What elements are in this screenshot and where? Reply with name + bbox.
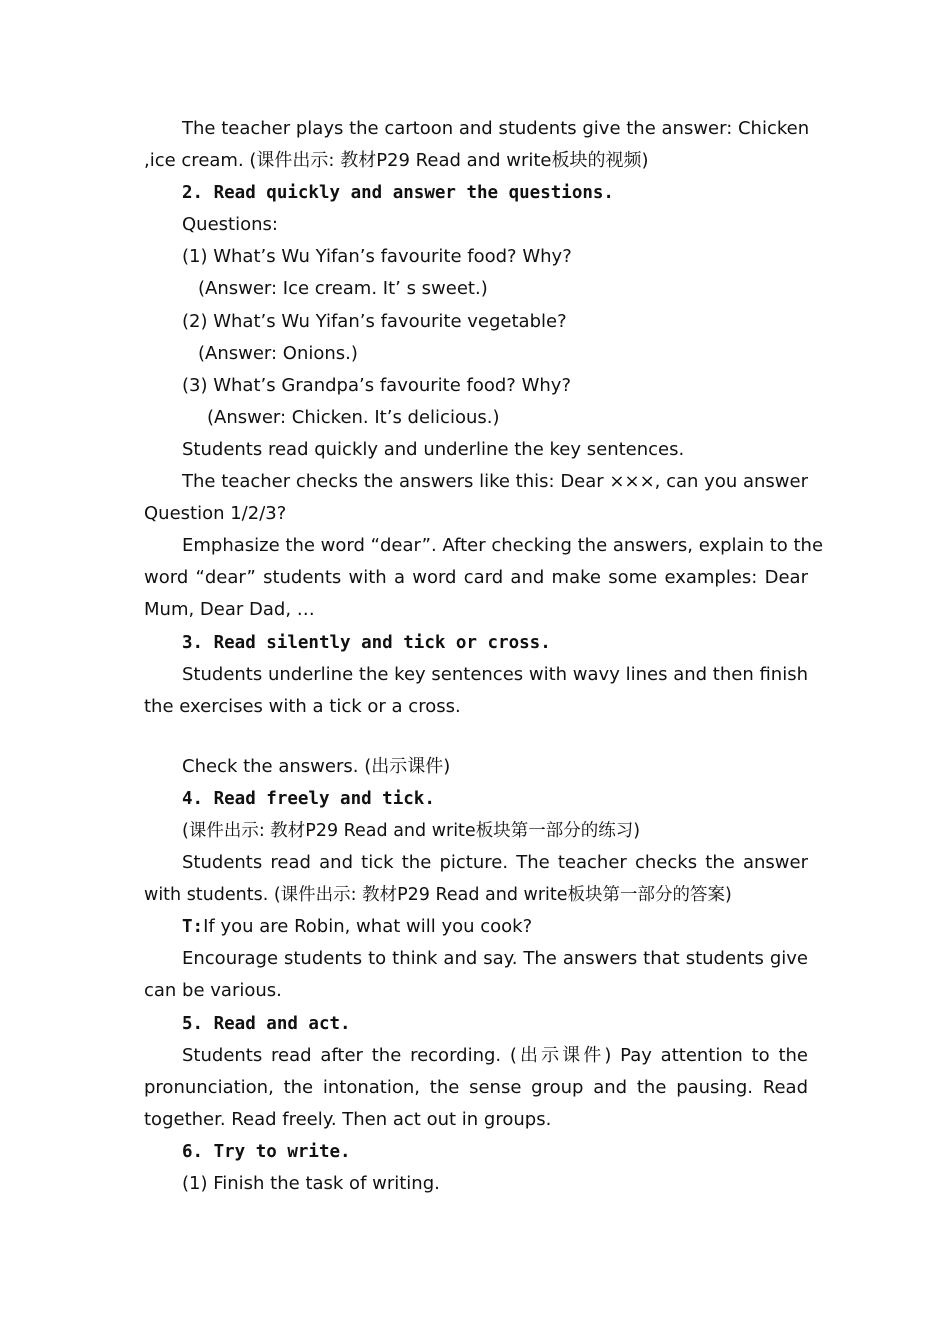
paragraph-line: Mum, Dear Dad, …: [144, 599, 315, 621]
teacher-question-text: If you are Robin, what will you cook?: [203, 916, 533, 938]
question-3: (3) What’s Grandpa’s favourite food? Why?: [182, 374, 571, 396]
section-heading-4: 4. Read freely and tick.: [182, 788, 435, 809]
question-2: (2) What’s Wu Yifan’s favourite vegetable?: [182, 310, 567, 332]
section-heading-3: 3. Read silently and tick or cross.: [182, 632, 551, 653]
paragraph-line: the exercises with a tick or a cross.: [144, 695, 461, 717]
paragraph-line: The teacher plays the cartoon and students give the answer: Chicken: [182, 118, 810, 139]
answer-3: (Answer: Chicken. It’s delicious.): [207, 406, 500, 428]
paragraph-line: Students read after the recording. (出示课件) Pay attention to the: [182, 1044, 808, 1066]
paragraph-line: Students underline the key sentences with wavy lines and then finish: [182, 663, 808, 685]
paragraph-line: Check the answers. (出示课件): [182, 755, 451, 777]
section-heading-6: 6. Try to write.: [182, 1141, 351, 1162]
paragraph-line: Students read quickly and underline the key sentences.: [182, 438, 685, 460]
answer-2: (Answer: Onions.): [198, 342, 358, 364]
section-heading-5: 5. Read and act.: [182, 1013, 351, 1034]
paragraph-line: The teacher checks the answers like this: Dear ×××, can you answer: [182, 471, 808, 493]
paragraph-line: together. Read freely. Then act out in groups.: [144, 1108, 552, 1130]
paragraph-line: (课件出示: 教材P29 Read and write板块第一部分的练习): [182, 820, 641, 841]
paragraph-line: word “dear” students with a word card and make some examples: Dear: [144, 567, 808, 589]
answer-1: (Answer: Ice cream. It’ s sweet.): [198, 278, 488, 300]
question-1: (1) What’s Wu Yifan’s favourite food? Why?: [182, 246, 572, 268]
paragraph-line: ,ice cream. (课件出示: 教材P29 Read and write板块的视频): [144, 150, 649, 172]
paragraph-line: Question 1/2/3?: [144, 503, 287, 525]
paragraph-line: Encourage students to think and say. The answers that students give: [182, 948, 808, 970]
teacher-question: [144, 911, 808, 943]
paragraph-line: can be various.: [144, 980, 282, 1002]
paragraph-line: Students read and tick the picture. The teacher checks the answer: [182, 852, 808, 874]
paragraph-line: Emphasize the word “dear”. After checking the answers, explain to the: [182, 535, 824, 557]
paragraph-line: with students. (课件出示: 教材P29 Read and write板块第一部分的答案): [144, 885, 732, 906]
blank-line: [144, 723, 808, 751]
document-body: [144, 113, 824, 1200]
paragraph-line: (1) Finish the task of writing.: [182, 1173, 440, 1194]
section-heading-2: 2. Read quickly and answer the questions.: [182, 183, 614, 204]
paragraph-line: pronunciation, the intonation, the sense group and the pausing. Read: [144, 1076, 808, 1098]
questions-label: Questions:: [182, 214, 278, 236]
teacher-label: T:: [182, 917, 204, 938]
